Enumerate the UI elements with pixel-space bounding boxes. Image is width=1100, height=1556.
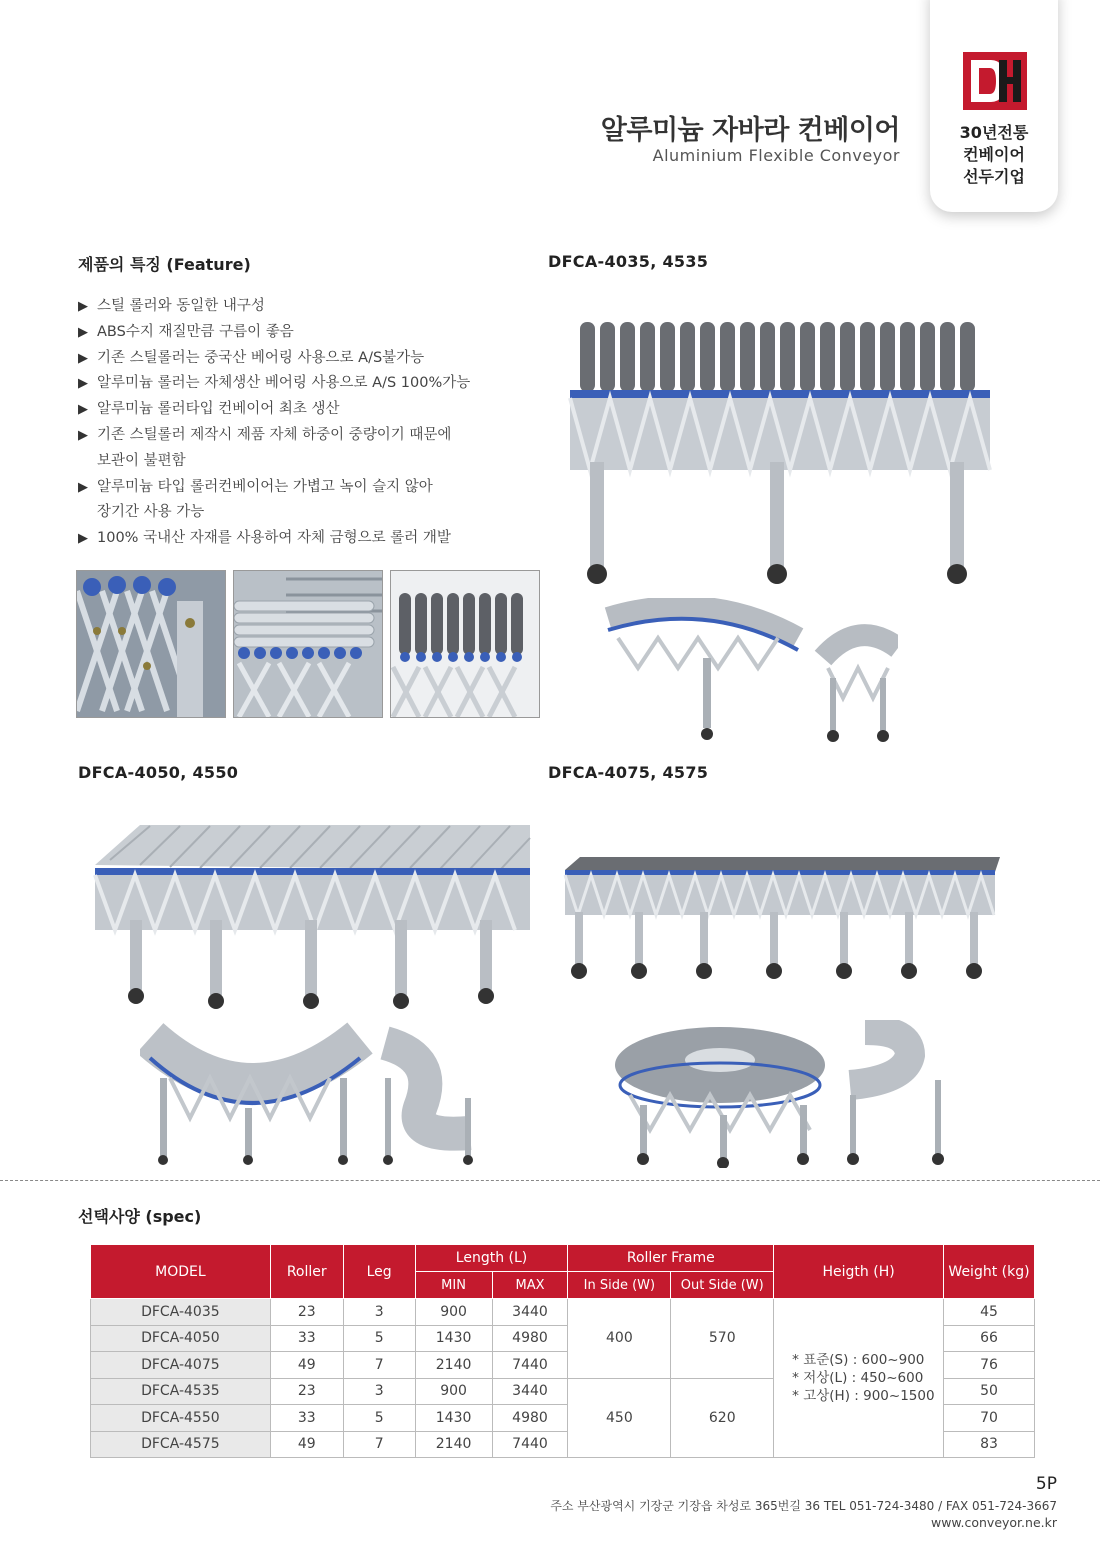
height-options: * 표준(S) : 600~900 * 저상(L) : 450~600 * 고상(H) : 900~1500 — [774, 1299, 944, 1458]
badge-line-1: 30년전통 — [959, 123, 1029, 142]
model-heading-4035: DFCA-4035, 4535 — [548, 252, 709, 271]
out-side-group-40: 570 — [671, 1299, 774, 1379]
page-number: 5P — [1035, 1474, 1057, 1494]
triangle-bullet-icon: ▶ — [78, 324, 88, 340]
model-heading-4050: DFCA-4050, 4550 — [78, 763, 239, 782]
conveyor-photo-4075-curved — [610, 1020, 955, 1168]
website-link[interactable]: www.conveyor.ne.kr — [930, 1515, 1057, 1530]
in-side-group-40: 400 — [568, 1299, 671, 1379]
feature-item: ▶ 기존 스틸롤러 제작시 제품 자체 하중이 중량이기 때문에 보관이 불편함 — [78, 423, 538, 475]
conveyor-photo-4050-straight — [90, 820, 535, 1010]
badge-line-2: 컨베이어 — [963, 145, 1025, 164]
header-height: Heigth (H) — [774, 1245, 944, 1299]
table-row: DFCA-4035 23 3 900 3440 400 570 * 표준(S) : 600~900 * 저상(L) : 450~600 * 고상(H) : 900~1500 45 — [91, 1299, 1035, 1326]
table-row: DFCA-4535 23 3 900 3440 450 620 50 — [91, 1378, 1035, 1405]
detail-photo-rollers — [233, 570, 383, 718]
detail-photo-bearing — [76, 570, 226, 718]
triangle-bullet-icon: ▶ — [78, 402, 88, 418]
detail-photo-frame — [390, 570, 540, 718]
spec-table — [90, 1244, 1035, 1458]
table-row: DFCA-4575 49 7 2140 7440 83 — [91, 1431, 1035, 1458]
conveyor-photo-4035-straight — [560, 312, 1000, 587]
feature-item: ▶ 스틸 롤러와 동일한 내구성 — [78, 294, 538, 320]
model-heading-4075: DFCA-4075, 4575 — [548, 763, 709, 782]
in-side-group-45: 450 — [568, 1378, 671, 1458]
badge-line-3: 선두기업 — [963, 167, 1025, 186]
header-max: MAX — [492, 1272, 568, 1299]
header-length: Length (L) — [415, 1245, 568, 1272]
spec-heading: 선택사양 (spec) — [78, 1207, 202, 1226]
conveyor-photo-4075-straight — [560, 852, 1000, 984]
feature-item: ▶ 기존 스틸롤러는 중국산 베어링 사용으로 A/S불가능 — [78, 346, 538, 372]
table-row: DFCA-4075 49 7 2140 7440 76 — [91, 1352, 1035, 1379]
page-subtitle: Aluminium Flexible Conveyor — [652, 146, 900, 165]
feature-list — [78, 294, 538, 552]
feature-item: ▶ 알루미늄 롤러는 자체생산 베어링 사용으로 A/S 100%가능 — [78, 371, 538, 397]
triangle-bullet-icon: ▶ — [78, 299, 88, 314]
dashed-divider — [0, 1180, 1100, 1181]
feature-item: ▶ 알루미늄 타입 롤러컨베이어는 가볍고 녹이 슬지 않아 장기간 사용 가능 — [78, 475, 538, 527]
header-in-side: In Side (W) — [568, 1272, 671, 1299]
triangle-bullet-icon: ▶ — [78, 479, 88, 495]
feature-item: ▶ 알루미늄 롤러타입 컨베이어 최초 생산 — [78, 397, 538, 423]
out-side-group-45: 620 — [671, 1378, 774, 1458]
feature-item: ▶ ABS수지 재질만큼 구름이 좋음 — [78, 320, 538, 346]
header-leg: Leg — [343, 1245, 415, 1299]
feature-item: ▶ 100% 국내산 자재를 사용하여 자체 금형으로 롤러 개발 — [78, 526, 538, 552]
feature-heading: 제품의 특징 (Feature) — [78, 255, 251, 274]
header-weight: Weight (kg) — [944, 1245, 1035, 1299]
triangle-bullet-icon: ▶ — [78, 350, 88, 366]
header-min: MIN — [415, 1272, 492, 1299]
header-roller: Roller — [270, 1245, 343, 1299]
conveyor-photo-4050-curved — [140, 1018, 485, 1166]
triangle-bullet-icon: ▶ — [78, 376, 88, 392]
dh-logo — [963, 52, 1027, 110]
table-row: DFCA-4050 33 5 1430 4980 66 — [91, 1325, 1035, 1352]
badge-text — [930, 122, 1058, 188]
company-address: 주소 부산광역시 기장군 기장읍 차성로 365번길 36 TEL 051-724-3480 / FAX 051-724-3667 — [550, 1499, 1057, 1513]
triangle-bullet-icon: ▶ — [78, 531, 88, 547]
table-row: DFCA-4550 33 5 1430 4980 70 — [91, 1405, 1035, 1432]
header-model: MODEL — [91, 1245, 271, 1299]
conveyor-photo-4035-curved — [598, 598, 898, 743]
header-out-side: Out Side (W) — [671, 1272, 774, 1299]
page-title: 알루미늄 자바라 컨베이어 — [600, 115, 900, 146]
header-roller-frame: Roller Frame — [568, 1245, 774, 1272]
triangle-bullet-icon: ▶ — [78, 427, 88, 443]
